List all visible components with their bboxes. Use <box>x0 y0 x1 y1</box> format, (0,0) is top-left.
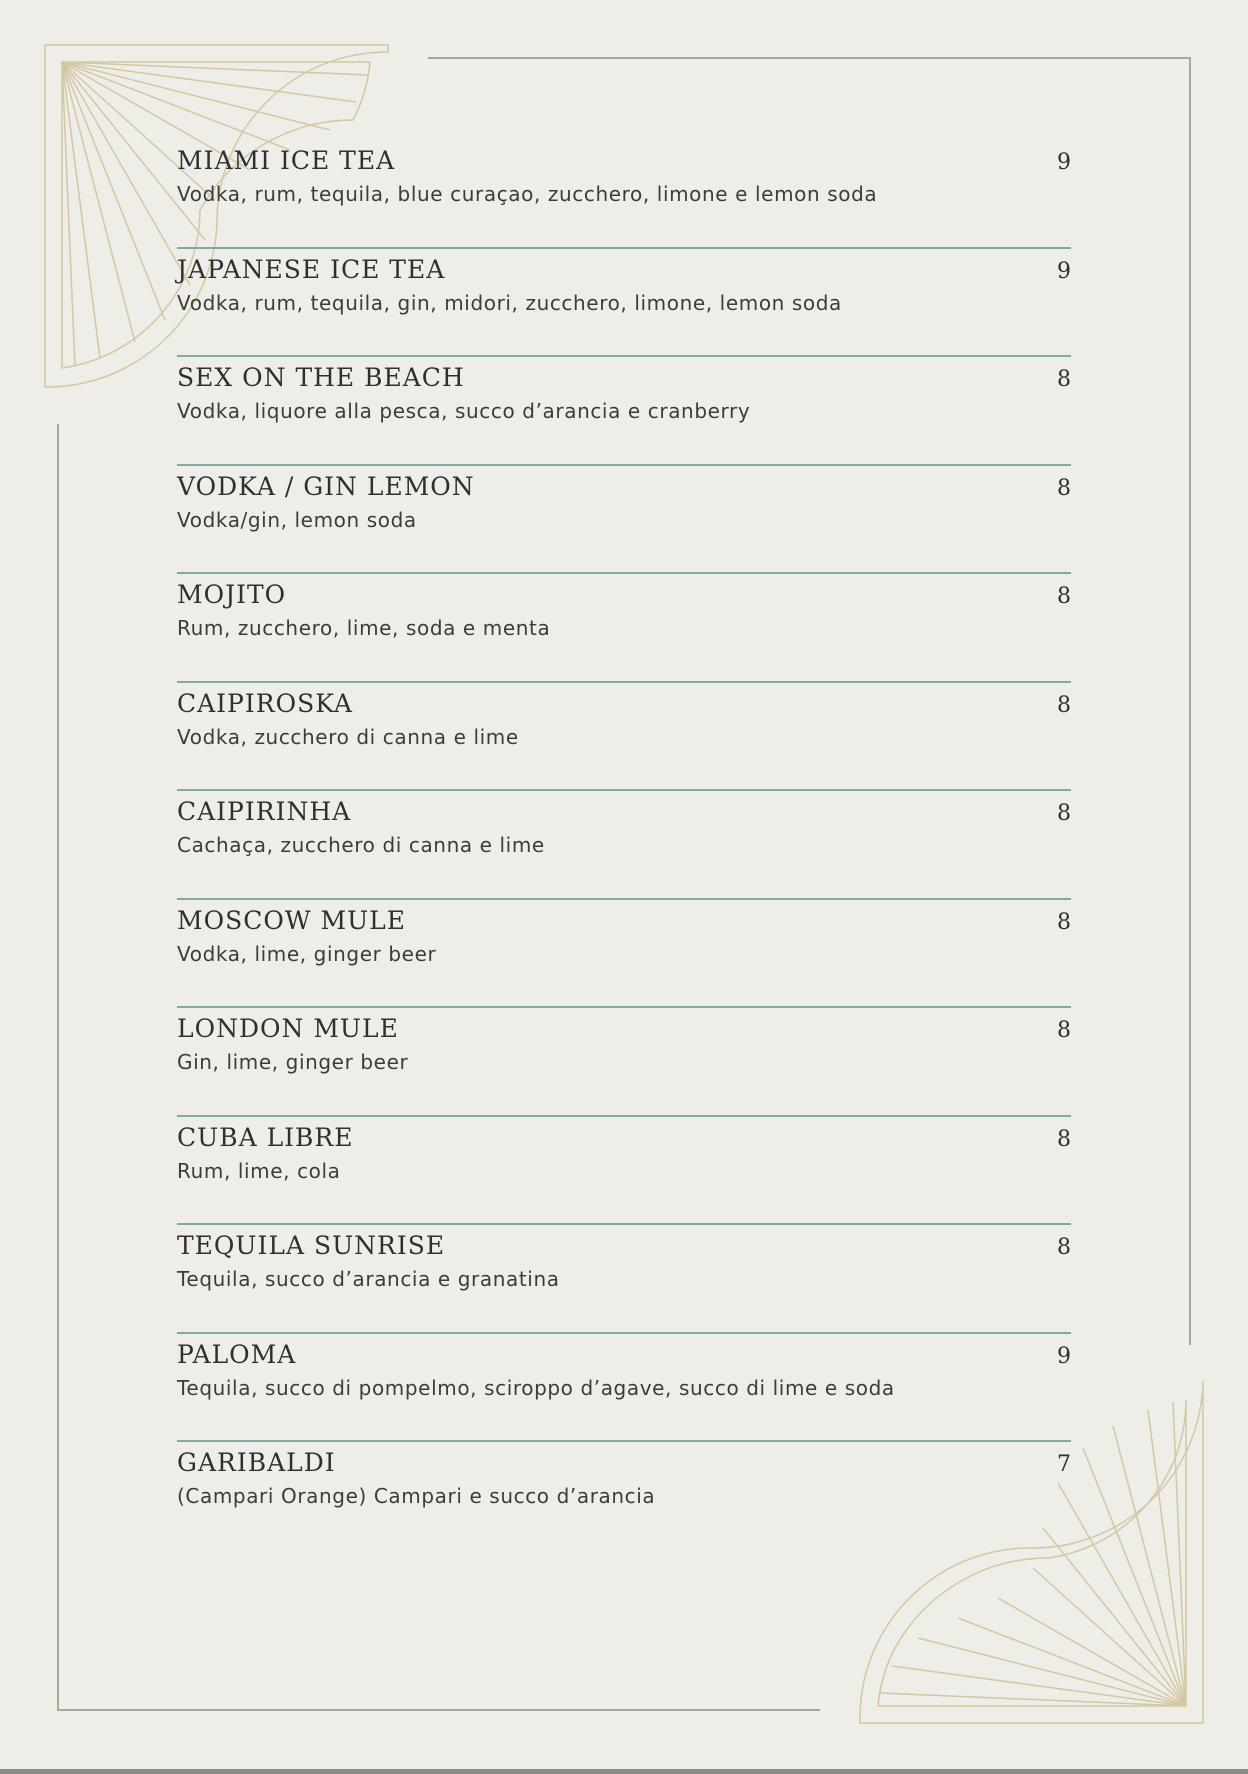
item-name: VODKA / GIN LEMON <box>177 471 475 501</box>
cocktail-menu-list <box>177 140 1071 1551</box>
item-name: CUBA LIBRE <box>177 1122 354 1152</box>
item-price: 8 <box>1057 1018 1071 1043</box>
item-name: PALOMA <box>177 1339 297 1369</box>
item-name: MOSCOW MULE <box>177 905 407 935</box>
item-name: SEX ON THE BEACH <box>177 363 465 392</box>
item-description: Vodka, lime, ginger beer <box>177 941 437 966</box>
item-price: 9 <box>1057 150 1071 175</box>
item-description: Vodka, liquore alla pesca, succo d’arancia e cranberry <box>177 399 751 423</box>
menu-item <box>177 249 1071 358</box>
item-description: Vodka, zucchero di canna e lime <box>177 724 519 749</box>
menu-item <box>177 357 1071 466</box>
item-name: GARIBALDI <box>177 1448 336 1477</box>
menu-item <box>177 1117 1071 1226</box>
menu-item <box>177 574 1071 683</box>
menu-item <box>177 900 1071 1009</box>
item-price: 8 <box>1057 475 1071 501</box>
item-name: JAPANESE ICE TEA <box>177 254 446 284</box>
item-description: Tequila, succo di pompelmo, sciroppo d’agave, succo di lime e soda <box>177 1375 895 1400</box>
item-description: Vodka, rum, tequila, gin, midori, zucchero, limone, lemon soda <box>177 290 842 315</box>
item-description: Vodka/gin, lemon soda <box>177 507 417 532</box>
item-name: CAIPIROSKA <box>177 688 353 718</box>
item-name: TEQUILA SUNRISE <box>177 1231 446 1260</box>
item-description: Tequila, succo d’arancia e granatina <box>177 1267 560 1291</box>
item-description: Rum, lime, cola <box>177 1158 341 1183</box>
item-name: MIAMI ICE TEA <box>177 146 396 175</box>
menu-item <box>177 466 1071 575</box>
item-price: 9 <box>1057 1343 1071 1369</box>
menu-item <box>177 1008 1071 1117</box>
item-price: 8 <box>1057 1235 1071 1260</box>
menu-item <box>177 1225 1071 1334</box>
item-price: 8 <box>1057 692 1071 718</box>
menu-item <box>177 1442 1071 1551</box>
menu-item <box>177 140 1071 249</box>
item-name: LONDON MULE <box>177 1014 399 1043</box>
item-price: 8 <box>1057 584 1071 609</box>
menu-item <box>177 791 1071 900</box>
item-price: 9 <box>1057 258 1071 284</box>
item-price: 8 <box>1057 909 1071 935</box>
menu-item <box>177 1334 1071 1443</box>
item-price: 7 <box>1057 1452 1071 1477</box>
item-price: 8 <box>1057 1126 1071 1152</box>
menu-item <box>177 683 1071 792</box>
item-description: Cachaça, zucchero di canna e lime <box>177 833 545 857</box>
item-price: 8 <box>1057 801 1071 826</box>
item-description: Gin, lime, ginger beer <box>177 1050 409 1074</box>
item-price: 8 <box>1057 367 1071 392</box>
item-description: Vodka, rum, tequila, blue curaçao, zucchero, limone e lemon soda <box>177 182 878 206</box>
page-bottom-edge <box>0 1769 1248 1774</box>
item-description: Rum, zucchero, lime, soda e menta <box>177 616 551 640</box>
item-description: (Campari Orange) Campari e succo d’arancia <box>177 1484 656 1508</box>
item-name: CAIPIRINHA <box>177 797 352 826</box>
item-name: MOJITO <box>177 580 287 609</box>
